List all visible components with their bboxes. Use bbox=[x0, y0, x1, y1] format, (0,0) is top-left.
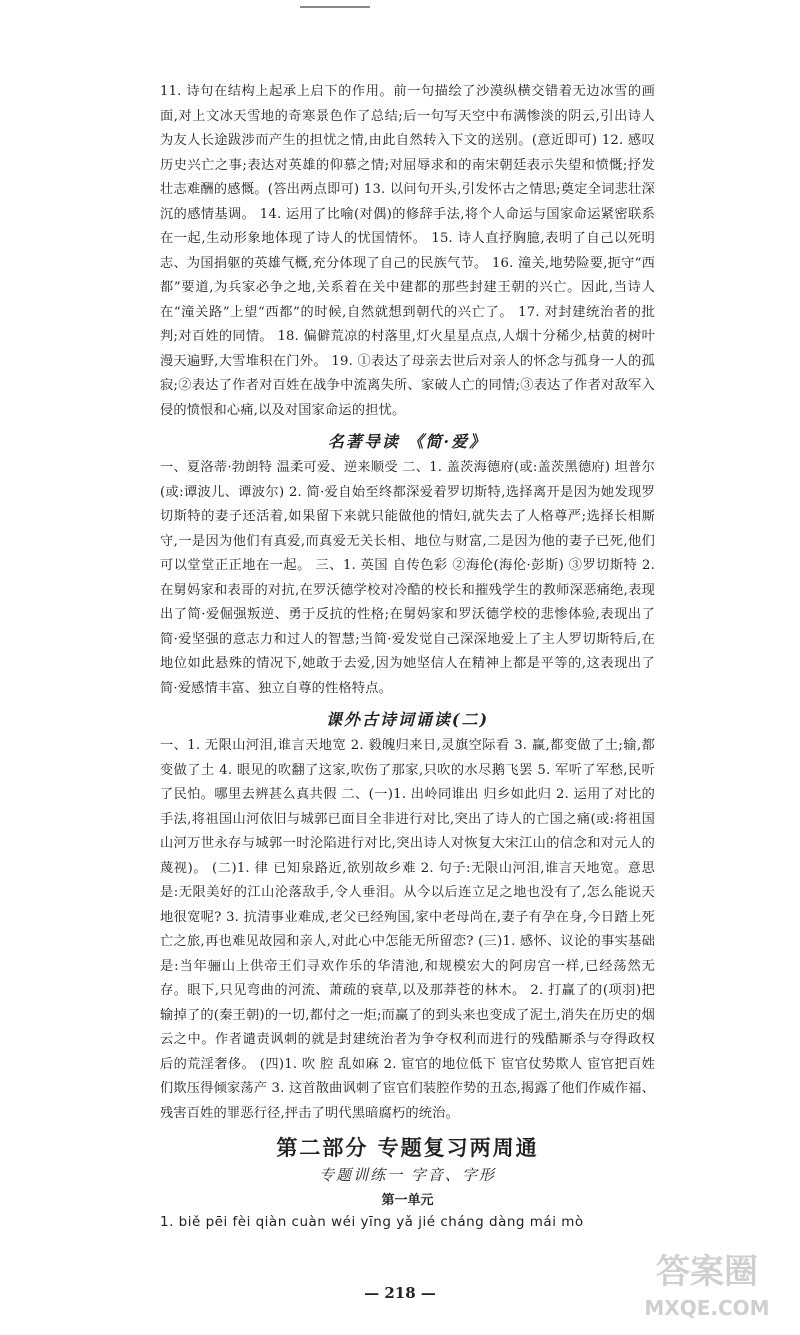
section2-answers: 一、夏洛蒂·勃朗特 温柔可爱、逆来顺受 二、1. 盖茨海德府(或:盖茨黑德府) 坦普尔(或:谭波儿、谭波尔) 2. 简·爱自始至终都深爱着罗切斯特,选择离开是因为她发现罗切斯特的妻子还活着,如果留下来就只能做他的情妇,就失去了人格尊严;选择长相厮守,一是因为他们有真爱,而真爱无关长相、地位与财富,二是因为他的妻子已死,他们可以堂堂正正地在一起。 三、1. 英国 自传色彩 ②海伦(海伦·彭斯) ③罗切斯特 2. 在舅妈家和表哥的对抗,在罗沃德学校对冷酷的校长和摧残学生的教师深恶痛绝,表现出了简·爱倔强叛逆、勇于反抗的性格;在舅妈家和罗沃德学校的悲惨体验,表现出了简·爱坚强的意志力和过人的智慧;当简·爱发觉自己深深地爱上了主人罗切斯特后,在地位如此悬殊的情况下,她敢于去爱,因为她坚信人在精神上都是平等的,这表现出了简·爱感情丰富、独立自尊的性格特点。 bbox=[160, 460, 655, 696]
section1-answers: 11. 诗句在结构上起承上启下的作用。前一句描绘了沙漠纵横交错着无边冰雪的画面,对上文冰天雪地的奇寒景色作了总结;后一句写天空中布满惨淡的阴云,引出诗人为友人长途跋涉而产生的担忧之情,由此自然转入下文的送别。(意近即可) 12. 感叹历史兴亡之事;表达对英雄的仰慕之情;对屈辱求和的南宋朝廷表示失望和愤慨;抒发壮志难酬的感慨。(答出两点即可) 13. 以问句开头,引发怀古之情思;奠定全词悲壮深沉的感情基调。 14. 运用了比喻(对偶)的修辞手法,将个人命运与国家命运紧密联系在一起,生动形象地体现了诗人的忧国情怀。 15. 诗人直抒胸臆,表明了自己以死明志、为国捐躯的英雄气概,充分体现了自己的民族气节。 16. 潼关,地势险要,扼守“西都”要道,为兵家必争之地,关系着在关中建都的那些封建王朝的兴亡。因此,当诗人在“潼关路”上望“西都”的时候,自然就想到朝代的兴亡了。 17. 对封建统治者的批判;对百姓的同情。 18. 偏僻荒凉的村落里,灯火星星点点,人烟十分稀少,枯黄的树叶漫天遍野,大雪堆积在门外。 19. ①表达了母亲去世后对亲人的怀念与孤身一人的孤寂;②表达了作者对百姓在战争中流离失所、家破人亡的同情;③表达了作者对敌军入侵的愤恨和心痛,以及对国家命运的担忧。 bbox=[160, 84, 655, 418]
watermark-text: 答案圈 bbox=[656, 1252, 758, 1292]
section3-answers: 一、1. 无限山河泪,谁言天地宽 2. 毅魄归来日,灵旗空际看 3. 赢,都变做了土;输,都变做了土 4. 眼见的吹翻了这家,吹伤了那家,只吹的水尽鹅飞罢 5. 军听了军愁,民听了民怕。哪里去辨甚么真共假 二、(一)1. 出岭同谁出 归乡如此归 2. 运用了对比的手法,将祖国山河依旧与城郭已面目全非进行对比,突出了诗人的亡国之痛(或:将祖国山河万世永存与城郭一时沦陷进行对比,突出诗人对恢复大宋江山的信念和对元人的蔑视)。 (二)1. 律 已知泉路近,欲别故乡难 2. 句子:无限山河泪,谁言天地宽。意思是:无限美好的江山沦落敌手,令人垂泪。从今以后连立足之地也没有了,怎么能说天地很宽呢? 3. 抗清事业难成,老父已经殉国,家中老母尚在,妻子有孕在身,今日踏上死亡之旅,再也难见故园和亲人,对此心中怎能无所留恋? (三)1. 感怀、议论的事实基础是:当年骊山上供帝王们寻欢作乐的华清池,和规模宏大的阿房宫一样,已经荡然无存。眼下,只见弯曲的河流、萧疏的衰草,以及那莽苍的林木。 2. 打赢了的(项羽)把输掉了的(秦王朝)的一切,都付之一炬;而赢了的到头来也变成了泥土,消失在历史的烟云之中。作者谴责讽刺的就是封建统治者为争夺权利而进行的残酷厮杀与夺得政权后的荒淫奢侈。 (四)1. 吹 腔 乱如麻 2. 宦官的地位低下 宦官仗势欺人 宦官把百姓们欺压得倾家荡产 3. 这首散曲讽刺了宦官们装腔作势的丑态,揭露了他们作威作福、残害百姓的罪恶行径,抨击了明代黑暗腐朽的统治。 bbox=[160, 738, 655, 1121]
unit-title: 第一单元 bbox=[381, 1193, 434, 1208]
section2-title: 名著导读 《简·爱》 bbox=[327, 432, 488, 451]
part2-subtitle: 专题训练一 字音、字形 bbox=[319, 1166, 496, 1184]
section3-title: 课外古诗词诵读(二) bbox=[325, 710, 490, 729]
answer-page bbox=[160, 80, 655, 1234]
part2-title: 第二部分 专题复习两周通 bbox=[276, 1136, 539, 1160]
page-number: — 218 — bbox=[364, 1284, 436, 1302]
pinyin-line: 1. biě pēi fèi qiàn cuàn wéi yīng yǎ jié cháng dàng mái mò bbox=[160, 1214, 584, 1230]
top-rule bbox=[300, 6, 370, 8]
watermark-logo bbox=[632, 1235, 782, 1325]
watermark-url: MXQE.COM bbox=[644, 1296, 770, 1320]
